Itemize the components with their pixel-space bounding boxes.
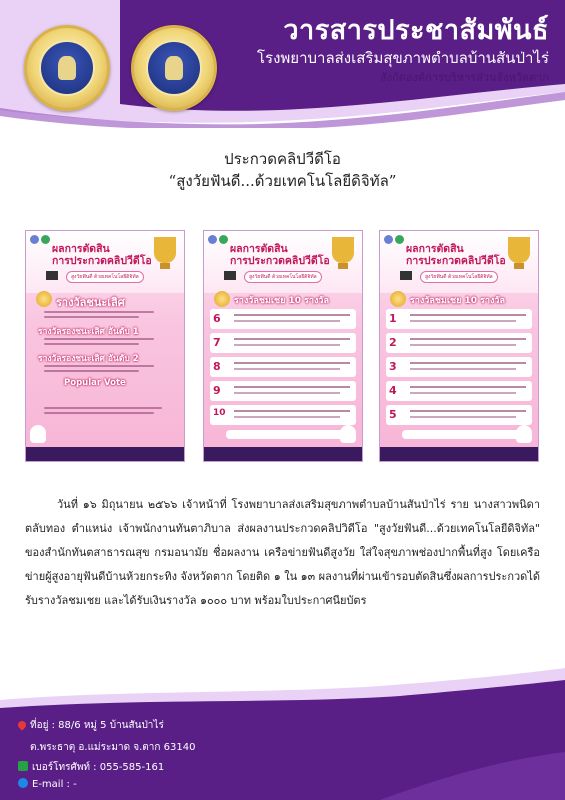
award-honorable: รางวัลชมเชย 10 รางวัล — [410, 296, 505, 306]
trophy-icon — [154, 237, 176, 263]
news-body-paragraph: วันที่ ๑๖ มิถุนายน ๒๕๖๖ เจ้าหน้าที่ โรงพยาบาลส่งเสริมสุขภาพตำบลบ้านสันป่าไร่ ราย นางสาวพนิดา ตลับทอง ตำแหน่ง เจ้าพนักงานทันตาภิบาล ส่งผลงานประกวดคลิปวิดีโอ "สูงวัยฟันดี...ด้วยเทคโนโลยีดิจิทัล" ของสำนักทันตสาธารณสุข กรมอนามัย ชื่อผลงาน เครือข่ายฟันดีสูงวัย ใส่ใจสุขภาพช่องปากพื้นที่สูง โดยเครือข่ายผู้สูงอายุฟันดีบ้านห้วยกระทิง จังหวัดตาก โดยติด ๑ ใน ๑๓ ผลงานที่ผ่านเข้ารอบตัดสินซึ่งผลการประกวดได้รับรางวัลชมเชย และได้รับเงินรางวัล ๑๐๐๐ บาท พร้อมใบประกาศนียบัตร — [25, 498, 540, 607]
list-item: 7 — [210, 333, 356, 353]
contest-badge: สูงวัยฟันดี ด้วยเทคโนโลยีดิจิทัล — [420, 271, 498, 283]
award-runner-up-2: รางวัลรองชนะเลิศ อันดับ 2 — [38, 354, 139, 364]
seal-emblem-icon — [146, 40, 202, 96]
tooth-mascot-icon — [30, 425, 46, 443]
contest-badge: สูงวัยฟันดี ด้วยเทคโนโลยีดิจิทัล — [66, 271, 144, 283]
hospital-name: โรงพยาบาลส่งเสริมสุขภาพตำบลบ้านสันป่าไร่ — [256, 49, 549, 67]
list-item: 1 — [386, 309, 532, 329]
list-item: 8 — [210, 357, 356, 377]
seal-emblem-icon — [39, 40, 95, 96]
poster-heading: ผลการตัดสิน การประกวดคลิปวีดีโอ — [230, 243, 330, 267]
trophy-icon — [332, 237, 354, 263]
phone-icon — [18, 761, 28, 771]
title-line-2: “สูงวัยฟันดี...ด้วยเทคโนโลยีดิจิทัล” — [168, 172, 397, 190]
list-item: 3 — [386, 357, 532, 377]
result-poster-honorable-1-5 — [379, 230, 539, 462]
email-line: E-mail : - — [18, 778, 77, 790]
health-logo-icon — [395, 235, 404, 244]
poster-footer — [204, 447, 362, 461]
poster-header — [26, 231, 184, 293]
list-item: 10 — [210, 405, 356, 425]
health-logo-icon — [219, 235, 228, 244]
clapperboard-icon — [400, 271, 412, 280]
poster-header — [380, 231, 538, 293]
phone-line: เบอร์โทรศัพท์ : 055-585-161 — [18, 760, 164, 775]
contest-badge: สูงวัยฟันดี ด้วยเทคโนโลยีดิจิทัล — [244, 271, 322, 283]
newsletter-title: วารสารประชาสัมพันธ์ — [283, 15, 549, 46]
poster-heading: ผลการตัดสิน การประกวดคลิปวีดีโอ — [52, 243, 152, 267]
affiliation-text: สังกัดองค์การบริหารส่วนจังหวัดตาก — [380, 71, 549, 84]
poster-note — [402, 430, 530, 439]
poster-heading: ผลการตัดสิน การประกวดคลิปวีดีโอ — [406, 243, 506, 267]
award-winner: รางวัลชนะเลิศ — [56, 296, 125, 309]
poster-note — [226, 430, 354, 439]
list-item: 5 — [386, 405, 532, 425]
poster-footer — [380, 447, 538, 461]
list-item: 4 — [386, 381, 532, 401]
award-honorable: รางวัลชมเชย 10 รางวัล — [234, 296, 329, 306]
tooth-mascot-icon — [516, 425, 532, 443]
clapperboard-icon — [224, 271, 236, 280]
result-poster-winners — [25, 230, 185, 462]
award-heading — [388, 291, 530, 305]
trophy-icon — [508, 237, 530, 263]
poster-footer — [26, 447, 184, 461]
list-item: 6 — [210, 309, 356, 329]
list-item: 9 — [210, 381, 356, 401]
tooth-mascot-icon — [340, 425, 356, 443]
clapperboard-icon — [46, 271, 58, 280]
location-pin-icon — [16, 719, 27, 730]
address-line-2: ต.พระธาตุ อ.แม่ระมาด จ.ตาก 63140 — [30, 742, 196, 753]
medal-icon — [390, 291, 406, 307]
footer-banner — [0, 668, 565, 800]
award-heading — [212, 291, 354, 305]
award-runner-up-1: รางวัลรองชนะเลิศ อันดับ 1 — [38, 327, 139, 337]
award-list — [34, 291, 176, 393]
org-logo-icon — [30, 235, 39, 244]
org-seal-logo — [24, 25, 110, 111]
footer-background — [0, 668, 565, 800]
list-item: 2 — [386, 333, 532, 353]
org-logo-icon — [384, 235, 393, 244]
pao-seal-logo — [131, 25, 217, 111]
result-poster-honorable-6-10 — [203, 230, 363, 462]
org-logo-icon — [208, 235, 217, 244]
header-banner — [0, 0, 565, 128]
health-logo-icon — [41, 235, 50, 244]
page-title — [0, 148, 565, 192]
address-line-1: ที่อยู่ : 88/6 หมู่ 5 บ้านสันป่าไร่ — [18, 718, 164, 733]
award-popular-vote: Popular Vote — [64, 378, 126, 388]
email-icon — [18, 778, 28, 788]
medal-icon — [36, 291, 52, 307]
medal-icon — [214, 291, 230, 307]
poster-header — [204, 231, 362, 293]
title-line-1: ประกวดคลิปวีดีโอ — [224, 150, 341, 168]
